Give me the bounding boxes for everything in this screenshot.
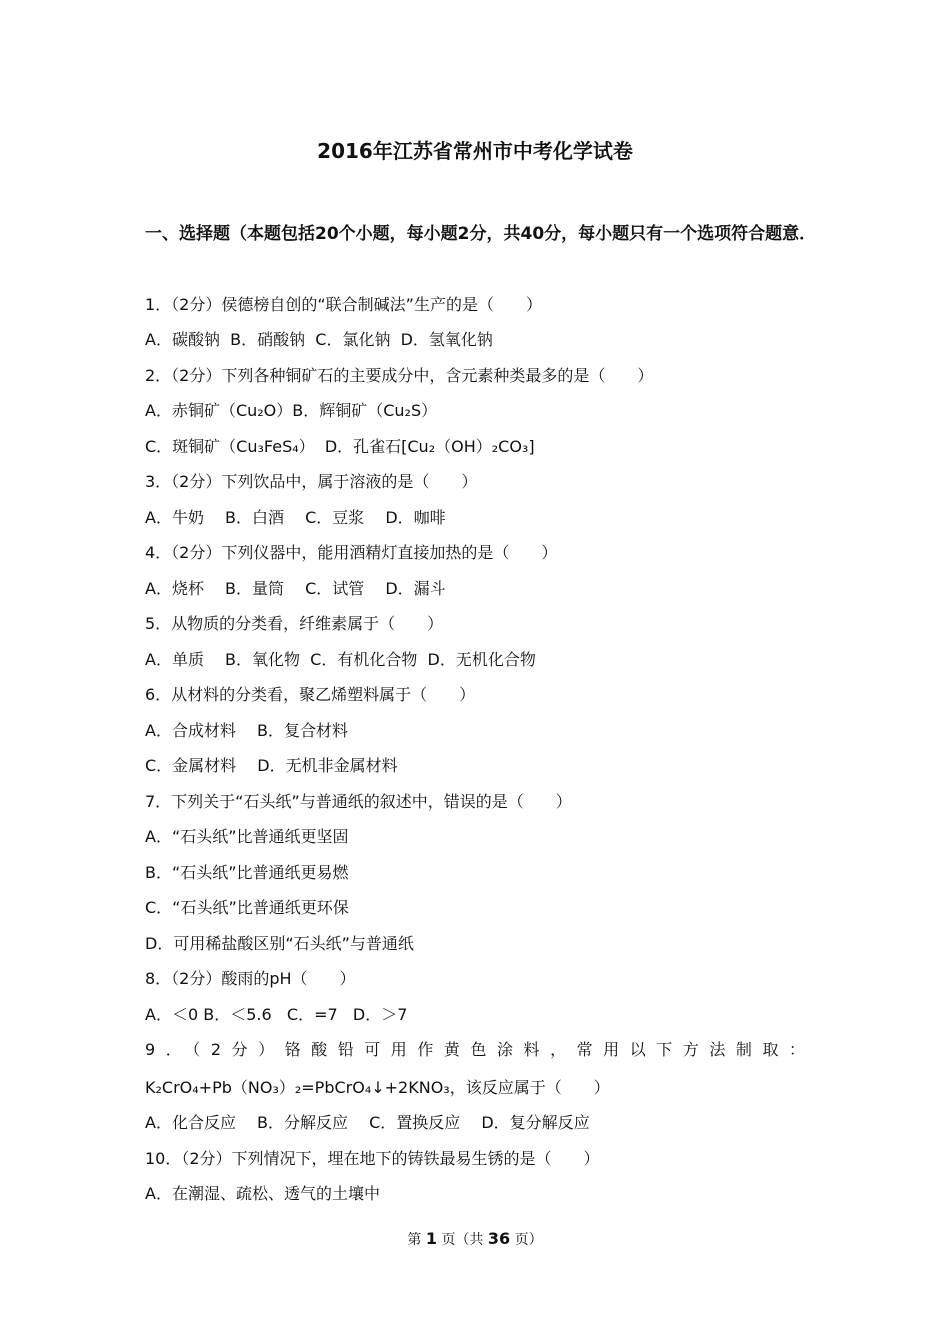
question-7-option-d: D．可用稀盐酸区别“石头纸”与普通纸: [145, 934, 414, 953]
question-2: 2．（2分）下列各种铜矿石的主要成分中，含元素种类最多的是（ ）: [145, 366, 654, 385]
footer-suffix: 页）: [514, 1232, 543, 1248]
question-8: 8．（2分）酸雨的pH（ ）: [145, 969, 356, 988]
question-10-option-a: A．在潮湿、疏松、透气的土壤中: [145, 1184, 380, 1203]
question-4-options: A．烧杯 B．量筒 C．试管 D．漏斗: [145, 579, 446, 598]
footer-mid: 页（共: [441, 1232, 484, 1248]
question-7: 7．下列关于“石头纸”与普通纸的叙述中，错误的是（ ）: [145, 792, 572, 811]
question-5: 5．从物质的分类看，纤维素属于（ ）: [145, 614, 444, 633]
footer-total-pages: 36: [487, 1229, 511, 1248]
question-8-options: A．＜0 B．＜5.6 C．=7 D．＞7: [145, 1005, 408, 1024]
question-4: 4．（2分）下列仪器中，能用酒精灯直接加热的是（ ）: [145, 543, 558, 562]
question-7-option-b: B．“石头纸”比普通纸更易燃: [145, 863, 349, 882]
question-7-option-c: C．“石头纸”比普通纸更环保: [145, 898, 349, 917]
question-2-options-cd: C．斑铜矿（Cu₃FeS₄） D．孔雀石[Cu₂（OH）₂CO₃]: [145, 437, 535, 456]
question-6-options-cd: C．金属材料 D．无机非金属材料: [145, 756, 398, 775]
question-9-options: A．化合反应 B．分解反应 C．置换反应 D．复分解反应: [145, 1113, 590, 1132]
question-3-options: A．牛奶 B．白酒 C．豆浆 D．咖啡: [145, 508, 446, 527]
question-3: 3．（2分）下列饮品中，属于溶液的是（ ）: [145, 472, 478, 491]
page-title: 2016年江苏省常州市中考化学试卷: [317, 139, 633, 163]
page-footer: [0, 1229, 950, 1249]
question-10: 10．（2分）下列情况下，埋在地下的铸铁最易生锈的是（ ）: [145, 1149, 600, 1168]
question-9: 9．（2分）铬酸铅可用作黄色涂料，常用以下方法制取：: [145, 1040, 805, 1059]
question-1-options: A．碳酸钠 B．硝酸钠 C．氯化钠 D．氢氧化钠: [145, 330, 493, 349]
question-5-options: A．单质 B．氧化物 C．有机化合物 D．无机化合物: [145, 650, 536, 669]
question-6-options-ab: A．合成材料 B．复合材料: [145, 721, 349, 740]
footer-page-number: 1: [425, 1229, 437, 1248]
question-9-equation: K₂CrO₄+Pb（NO₃）₂=PbCrO₄↓+2KNO₃，该反应属于（ ）: [145, 1078, 610, 1097]
question-6: 6．从材料的分类看，聚乙烯塑料属于（ ）: [145, 685, 476, 704]
footer-prefix: 第: [407, 1232, 422, 1248]
section-heading: 一、选择题（本题包括20个小题，每小题2分，共40分，每小题只有一个选项符合题意．: [145, 224, 817, 244]
question-1: 1．（2分）侯德榜自创的“联合制碱法”生产的是（ ）: [145, 295, 542, 314]
question-2-options-ab: A．赤铜矿（Cu₂O）B．辉铜矿（Cu₂S）: [145, 401, 438, 420]
question-7-option-a: A．“石头纸”比普通纸更坚固: [145, 827, 349, 846]
